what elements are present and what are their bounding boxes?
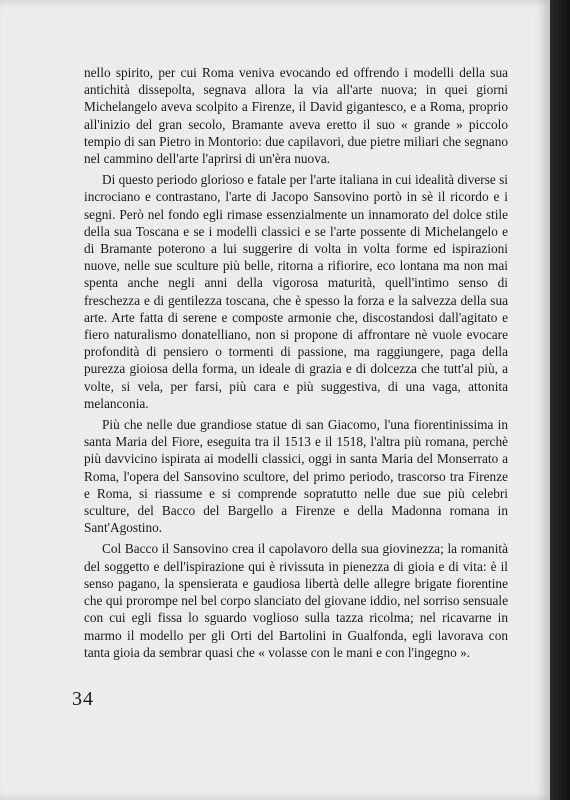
page-number: 34	[72, 688, 94, 710]
paragraph-1: nello spirito, per cui Roma veniva evocando ed offrendo i modelli della sua antichità dissepolta, segnava allora la via all'arte nuova; in quei giorni Michelangelo aveva scolpito a Firenze, il David gigantesco, e a Roma, proprio all'inizio del gran secolo, Bramante aveva eretto il suo « grande » piccolo tempio di san Pietro in Montorio: due capilavori, due pietre miliari che segnano nel cammino dell'arte l'aprirsi di un'èra nuova.	[84, 65, 508, 167]
book-gutter	[550, 0, 570, 800]
paragraph-3: Più che nelle due grandiose statue di san Giacomo, l'una fiorentinissima in santa Maria del Fiore, eseguita tra il 1513 e il 1518, l'altra più romana, perchè più davvicino ispirata ai modelli classici, oggi in santa Maria del Monserrato a Roma, l'opera del Sansovino scultore, del primo periodo, trascorso tra Firenze e Roma, si riassume e si comprende sopratutto nelle due sue più celebri sculture, del Bacco del Bargello a Firenze e della Madonna romana in Sant'Agostino.	[84, 417, 508, 536]
paragraph-2: Di questo periodo glorioso e fatale per l'arte italiana in cui idealità diverse si incrociano e contrastano, l'arte di Jacopo Sansovino portò in sè il ricordo e i segni. Però nel fondo egli rimase essenzialmente un innamorato del dolce stile della sua Toscana e se i modelli classici e se l'arte possente di Michelangelo e di Bramante poterono a lui suggerire di volta in volta forme ed ispirazioni nuove, nelle sue sculture più belle, ritorna a rifiorire, eco lontana ma non mai spenta anche negli anni della vigorosa maturità, quell'intimo senso di freschezza e di gentilezza toscana, che è spesso la forza e la salvezza della sua arte. Arte fatta di serene e composte armonie che, discostandosi dall'agitato e fiero naturalismo donatelliano, non si propone di affrontare nè vuole evocare profondità di pensiero o tormenti di passione, ma raggiungere, paga della purezza gioiosa della forma, un ideale di grazia e di dolcezza che tutt'al più, a volte, si vela, per farsi, più cara e più suggestiva, di una vaga, attonita melanconia.	[84, 172, 508, 411]
body-text	[84, 64, 508, 661]
paragraph-4: Col Bacco il Sansovino crea il capolavoro della sua giovinezza; la romanità del soggetto e dell'ispirazione qui è rivissuta in pienezza di gioia e di vita: è il senso pagano, la spensierata e gaudiosa libertà delle allegre brigate fiorentine che qui prorompe nel bel corpo slanciato del giovane iddio, nel sorriso sensuale con cui egli fissa lo sguardo voglioso sulla tazza ricolma; nel ricavarne in marmo il modello per gli Orti del Bartolini in Gualfonda, egli lavorava con tanta gioia da sembrar quasi che « volasse con le mani e con l'ingegno ».	[84, 541, 508, 660]
